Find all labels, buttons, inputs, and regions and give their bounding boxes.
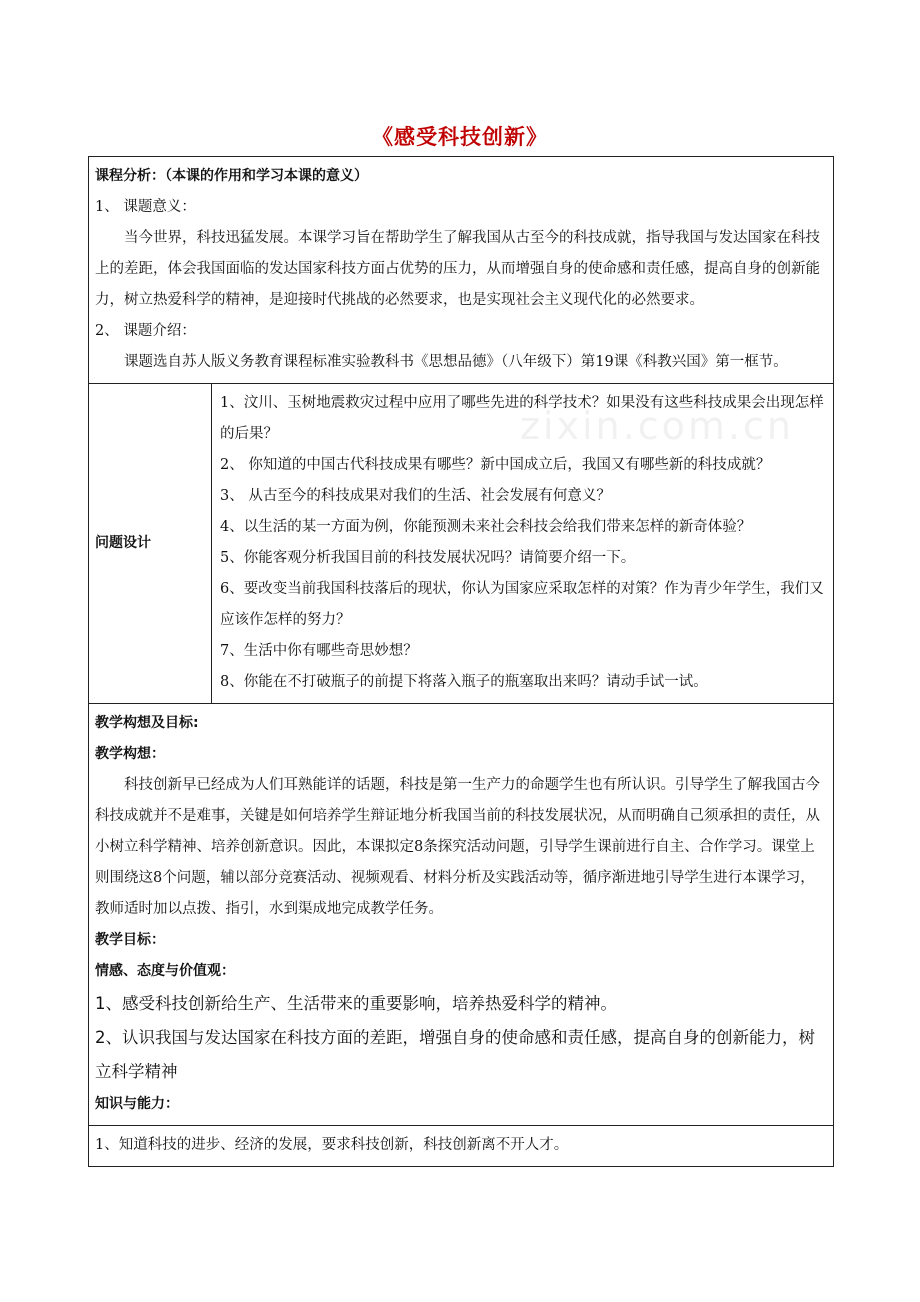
question-item: 6、要改变当前我国科技落后的现状，你认为国家应采取怎样的对策？作为青少年学生，我们又应该作怎样的努力？ <box>220 581 824 628</box>
knowledge-label: 知识与能力： <box>95 1096 179 1112</box>
question-design-row <box>89 384 834 704</box>
question-item: 1、汶川、玉树地震救灾过程中应用了哪些先进的科学技术？如果没有这些科技成果会出现怎样的后果？ <box>220 395 824 442</box>
emotion-item: 1、感受科技创新给生产、生活带来的重要影响，培养热爱科学的精神。 <box>95 994 617 1013</box>
topic-intro-label: 2、 课题介绍： <box>95 323 196 339</box>
teaching-concept-row <box>89 704 834 1126</box>
course-analysis-row <box>89 157 834 384</box>
teaching-goals-label: 教学目标： <box>95 932 165 948</box>
knowledge-item: 1、知道科技的进步、经济的发展，要求科技创新，科技创新离不开人才。 <box>95 1137 569 1153</box>
question-item: 5、你能客观分析我国目前的科技发展状况吗？请简要介绍一下。 <box>220 550 636 566</box>
question-item: 4、以生活的某一方面为例，你能预测未来社会科技会给我们带来怎样的新奇体验？ <box>220 519 752 535</box>
question-item: 7、生活中你有哪些奇思妙想？ <box>220 643 418 659</box>
course-analysis-cell <box>89 157 834 384</box>
page-title: 《感受科技创新》 <box>372 125 548 149</box>
topic-meaning-label: 1、 课题意义： <box>95 199 196 215</box>
question-list <box>212 384 834 704</box>
teaching-concept-heading: 教学构想及目标: <box>95 715 199 731</box>
question-design-label: 问题设计 <box>95 534 151 551</box>
knowledge-row <box>89 1126 834 1167</box>
knowledge-cell <box>89 1126 834 1167</box>
question-item: 2、 你知道的中国古代科技成果有哪些？新中国成立后，我国又有哪些新的科技成就？ <box>220 457 771 473</box>
lesson-table <box>88 156 834 1167</box>
question-item: 3、 从古至今的科技成果对我们的生活、社会发展有何意义？ <box>220 488 611 504</box>
watermark: zixin.com.cn <box>520 404 794 448</box>
question-design-label-cell <box>89 384 212 704</box>
teaching-concept-text: 科技创新早已经成为人们耳熟能详的话题，科技是第一生产力的命题学生也有所认识。引导学生了解我国古今科技成就并不是难事，关键是如何培养学生辩证地分析我国当前的科技发展状况，从而明确自己须承担的责任，从小树立科学精神、培养创新意识。因此，本课拟定8条探究活动问题，引导学生课前进行自主、合作学习。课堂上则围绕这8个问题，辅以部分竞赛活动、视频观看、材料分析及实践活动等，循序渐进地引导学生进行本课学习，教师适时加以点拨、指引，水到渠成地完成教学任务。 <box>95 777 820 917</box>
topic-intro-text: 课题选自苏人版义务教育课程标准实验教科书《思想品德》（八年级下）第19课《科教兴国》第一框节。 <box>124 354 788 370</box>
question-item: 8、你能在不打破瓶子的前提下将落入瓶子的瓶塞取出来吗？请动手试一试。 <box>220 674 708 690</box>
course-analysis-heading: 课程分析：（本课的作用和学习本课的意义） <box>95 168 368 184</box>
teaching-concept-cell <box>89 704 834 1126</box>
emotion-label: 情感、态度与价值观： <box>95 963 235 979</box>
teaching-concept-label: 教学构想： <box>95 746 165 762</box>
topic-meaning-text: 当今世界，科技迅猛发展。本课学习旨在帮助学生了解我国从古至今的科技成就，指导我国与发达国家在科技上的差距，体会我国面临的发达国家科技方面占优势的压力，从而增强自身的使命感和责任感，提高自身的创新能力，树立热爱科学的精神，是迎接时代挑战的必然要求，也是实现社会主义现代化的必然要求。 <box>95 230 820 308</box>
emotion-item: 2、认识我国与发达国家在科技方面的差距，增强自身的使命感和责任感，提高自身的创新能力，树立科学精神 <box>95 1028 815 1081</box>
